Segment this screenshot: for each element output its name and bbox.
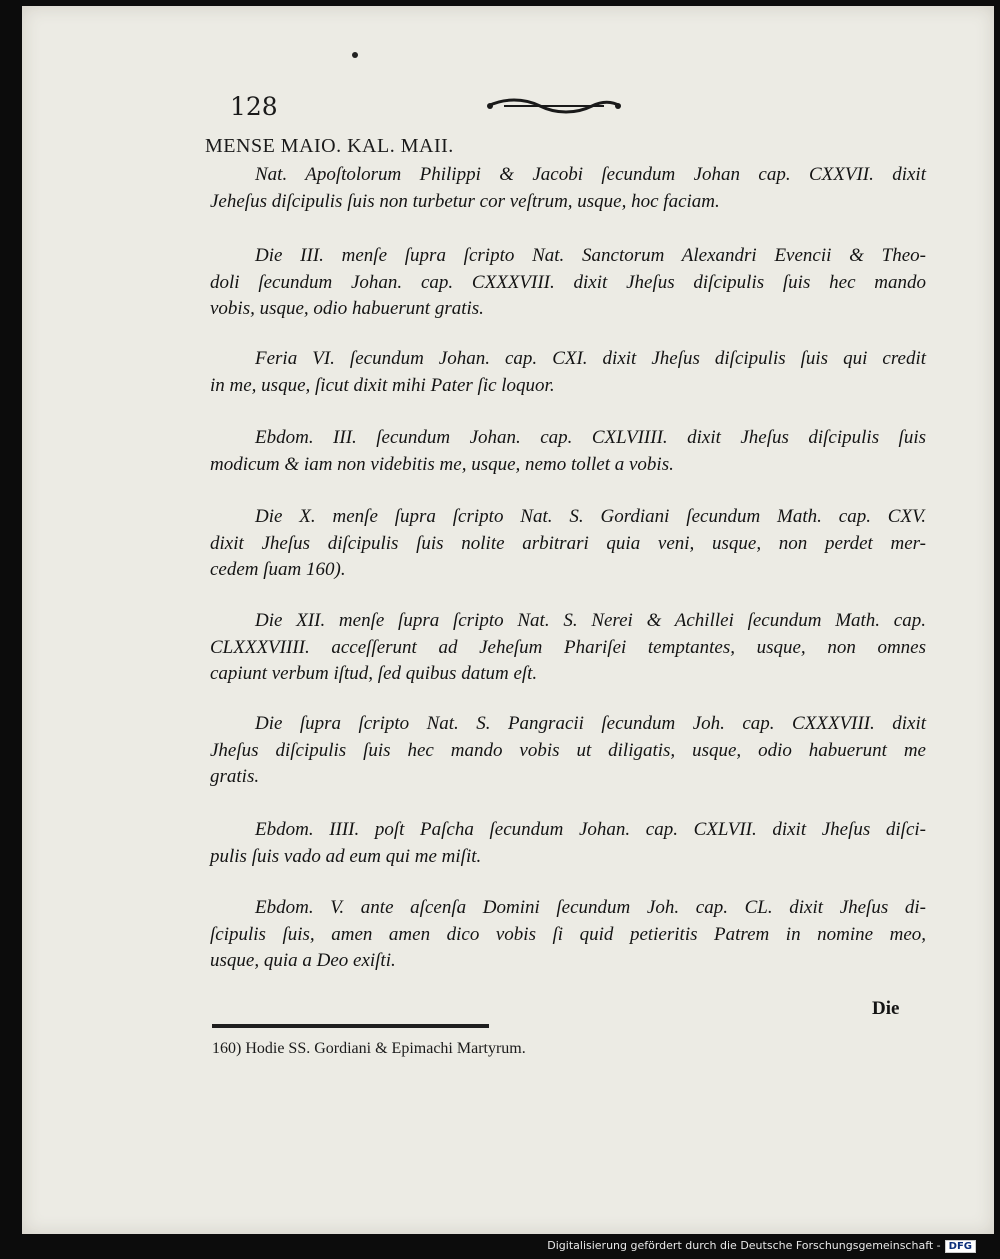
text-line: Die ſupra ſcripto Nat. S. Pangracii ſecundum Joh. cap. CXXXVIII. dixit: [255, 713, 926, 734]
text-line: Jheſus diſcipulis ſuis hec mando vobis ut diligatis, usque, odio habuerunt me: [210, 739, 926, 761]
paragraph: [210, 895, 926, 975]
text-line: Die XII. menſe ſupra ſcripto Nat. S. Nerei & Achillei ſecundum Math. cap.: [255, 610, 926, 631]
ink-spot: [352, 52, 358, 58]
text-line: cedem ſuam 160).: [210, 559, 346, 580]
text-line: usque, quia a Deo exiſti.: [210, 950, 396, 971]
paragraph: [210, 504, 926, 584]
catchword: Die: [872, 998, 900, 1019]
text-line: Nat. Apoſtolorum Philippi & Jacobi ſecundum Johan cap. CXXVII. dixit: [255, 164, 926, 185]
paragraph: [210, 162, 926, 215]
text-line: vobis, usque, odio habuerunt gratis.: [210, 298, 484, 319]
paragraph: [210, 346, 926, 399]
text-line: Die III. menſe ſupra ſcripto Nat. Sanctorum Alexandri Evencii & Theo-: [255, 245, 926, 266]
text-line: Ebdom. V. ante aſcenſa Domini ſecundum Joh. cap. CL. dixit Jheſus di-: [255, 897, 926, 918]
credit-text: Digitalisierung gefördert durch die Deutsche Forschungsgemeinschaft -: [547, 1239, 941, 1252]
text-line: Jeheſus diſcipulis ſuis non turbetur cor veſtrum, usque, hoc faciam.: [210, 190, 720, 212]
text-line: gratis.: [210, 766, 260, 787]
header-ornament-icon: [484, 96, 624, 116]
footnote: 160) Hodie SS. Gordiani & Epimachi Martyrum.: [212, 1040, 526, 1057]
dfg-logo-icon[interactable]: DFG: [945, 1240, 976, 1253]
paragraph: [210, 243, 926, 323]
footnote-rule: [212, 1024, 489, 1028]
paragraph: [210, 711, 926, 791]
text-line: dixit Jheſus diſcipulis ſuis nolite arbitrari quia veni, usque, non perdet mer-: [210, 532, 926, 554]
digitization-credit: [547, 1239, 976, 1253]
paragraph: [210, 817, 926, 870]
text-line: in me, usque, ſicut dixit mihi Pater ſic loquor.: [210, 374, 555, 396]
text-line: capiunt verbum iſtud, ſed quibus datum eſt.: [210, 663, 538, 684]
text-line: Ebdom. IIII. poſt Paſcha ſecundum Johan. cap. CXLVII. dixit Jheſus diſci-: [255, 819, 926, 840]
paragraph: [210, 425, 926, 478]
text-line: pulis ſuis vado ad eum qui me miſit.: [210, 845, 482, 867]
text-line: ſcipulis ſuis, amen amen dico vobis ſi quid petieritis Patrem in nomine meo,: [210, 923, 926, 945]
text-line: Ebdom. III. ſecundum Johan. cap. CXLVIIII. dixit Jheſus diſcipulis ſuis: [255, 427, 926, 448]
text-line: Die X. menſe ſupra ſcripto Nat. S. Gordiani ſecundum Math. cap. CXV.: [255, 506, 926, 527]
text-line: doli ſecundum Johan. cap. CXXXVIII. dixit Jheſus diſcipulis ſuis hec mando: [210, 271, 926, 293]
text-line: CLXXXVIIII. acceſſerunt ad Jeheſum Phariſei temptantes, usque, non omnes: [210, 636, 926, 658]
section-heading: MENSE MAIO. KAL. MAII.: [205, 135, 454, 157]
text-line: Feria VI. ſecundum Johan. cap. CXI. dixit Jheſus diſcipulis ſuis qui credit: [255, 348, 926, 369]
text-line: modicum & iam non videbitis me, usque, nemo tollet a vobis.: [210, 453, 674, 475]
page-number: 128: [230, 92, 278, 121]
paragraph: [210, 608, 926, 688]
